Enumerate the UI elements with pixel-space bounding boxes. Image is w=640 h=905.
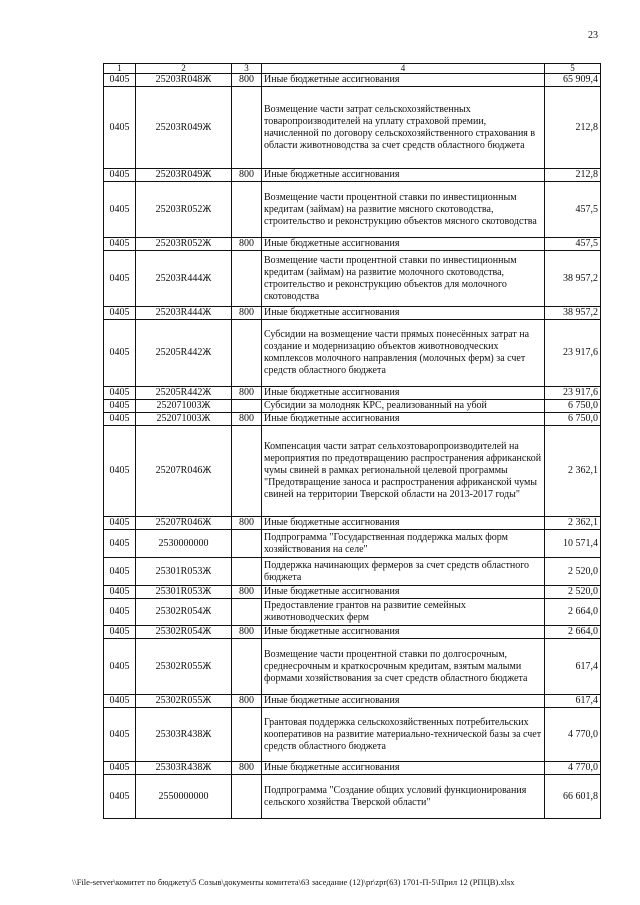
target-article-cell: 252071003Ж [136, 413, 232, 426]
description-cell: Компенсация части затрат сельхозтоваропроизводителей на мероприятия по предотвращению распространения африканской чумы свиней в рамках региональной целевой программы "Предотвращение заноса и распространения африканской чумы свиней на территории Тверской области на 2013-2017 годы" [262, 426, 545, 517]
description-cell: Иные бюджетные ассигнования [262, 586, 545, 599]
amount-cell: 457,5 [545, 238, 601, 251]
section-code-cell: 0405 [104, 626, 136, 639]
expense-type-cell [232, 639, 262, 695]
target-article-cell: 25301R053Ж [136, 558, 232, 586]
section-code-cell: 0405 [104, 695, 136, 708]
amount-cell: 4 770,0 [545, 708, 601, 762]
amount-cell: 2 362,1 [545, 517, 601, 530]
target-article-cell: 252071003Ж [136, 400, 232, 413]
description-cell: Возмещение части процентной ставки по инвестиционным кредитам (займам) на развитие мясного скотоводства, строительство и реконструкцию объектов мясного скотоводства [262, 182, 545, 238]
expense-type-cell [232, 400, 262, 413]
expense-type-cell [232, 708, 262, 762]
amount-cell: 457,5 [545, 182, 601, 238]
description-cell: Иные бюджетные ассигнования [262, 517, 545, 530]
description-cell: Возмещение части процентной ставки по инвестиционным кредитам (займам) на развитие молочного скотоводства, строительство и реконструкцию объектов для молочного скотоводства [262, 251, 545, 307]
section-code-cell: 0405 [104, 400, 136, 413]
amount-cell: 212,8 [545, 87, 601, 169]
description-cell: Грантовая поддержка сельскохозяйственных потребительских кооперативов на развитие материально-технической базы за счет средств областного бюджета [262, 708, 545, 762]
expense-type-cell [232, 530, 262, 558]
section-code-cell: 0405 [104, 307, 136, 320]
amount-cell: 2 362,1 [545, 426, 601, 517]
amount-cell: 23 917,6 [545, 320, 601, 387]
description-cell: Подпрограмма "Государственная поддержка малых форм хозяйствования на селе" [262, 530, 545, 558]
section-code-cell: 0405 [104, 169, 136, 182]
target-article-cell: 25303R438Ж [136, 762, 232, 775]
amount-cell: 4 770,0 [545, 762, 601, 775]
target-article-cell: 25203R049Ж [136, 169, 232, 182]
description-cell: Иные бюджетные ассигнования [262, 626, 545, 639]
expense-type-cell [232, 251, 262, 307]
column-header-5: 5 [545, 64, 601, 74]
section-code-cell: 0405 [104, 708, 136, 762]
target-article-cell: 25301R053Ж [136, 586, 232, 599]
expense-type-cell [232, 775, 262, 819]
table-row [104, 639, 601, 695]
budget-table [103, 63, 601, 819]
amount-cell: 2 664,0 [545, 599, 601, 626]
section-code-cell: 0405 [104, 413, 136, 426]
section-code-cell: 0405 [104, 182, 136, 238]
amount-cell: 2 664,0 [545, 626, 601, 639]
expense-type-cell [232, 599, 262, 626]
table-row [104, 599, 601, 626]
table-row [104, 558, 601, 586]
description-cell: Иные бюджетные ассигнования [262, 762, 545, 775]
description-cell: Подпрограмма "Создание общих условий функционирования сельского хозяйства Тверской области" [262, 775, 545, 819]
section-code-cell: 0405 [104, 74, 136, 87]
expense-type-cell: 800 [232, 307, 262, 320]
amount-cell: 2 520,0 [545, 586, 601, 599]
section-code-cell: 0405 [104, 387, 136, 400]
expense-type-cell: 800 [232, 695, 262, 708]
section-code-cell: 0405 [104, 599, 136, 626]
table-row [104, 251, 601, 307]
table-row [104, 530, 601, 558]
column-header-4: 4 [262, 64, 545, 74]
section-code-cell: 0405 [104, 238, 136, 251]
expense-type-cell: 800 [232, 586, 262, 599]
description-cell: Иные бюджетные ассигнования [262, 413, 545, 426]
expense-type-cell: 800 [232, 387, 262, 400]
expense-type-cell [232, 87, 262, 169]
target-article-cell: 25205R442Ж [136, 387, 232, 400]
description-cell: Поддержка начинающих фермеров за счет средств областного бюджета [262, 558, 545, 586]
description-cell: Субсидии за молодняк КРС, реализованный на убой [262, 400, 545, 413]
table-row [104, 517, 601, 530]
amount-cell: 65 909,4 [545, 74, 601, 87]
target-article-cell: 2530000000 [136, 530, 232, 558]
target-article-cell: 25302R054Ж [136, 599, 232, 626]
table-row [104, 169, 601, 182]
table-row [104, 708, 601, 762]
amount-cell: 617,4 [545, 695, 601, 708]
expense-type-cell [232, 182, 262, 238]
section-code-cell: 0405 [104, 87, 136, 169]
expense-type-cell: 800 [232, 762, 262, 775]
target-article-cell: 25203R052Ж [136, 182, 232, 238]
description-cell: Предоставление грантов на развитие семейных животноводческих ферм [262, 599, 545, 626]
amount-cell: 617,4 [545, 639, 601, 695]
amount-cell: 2 520,0 [545, 558, 601, 586]
expense-type-cell [232, 426, 262, 517]
column-header-1: 1 [104, 64, 136, 74]
amount-cell: 66 601,8 [545, 775, 601, 819]
expense-type-cell: 800 [232, 238, 262, 251]
table-row [104, 413, 601, 426]
table-row [104, 762, 601, 775]
table-row [104, 182, 601, 238]
target-article-cell: 25303R438Ж [136, 708, 232, 762]
expense-type-cell: 800 [232, 169, 262, 182]
section-code-cell: 0405 [104, 639, 136, 695]
amount-cell: 212,8 [545, 169, 601, 182]
expense-type-cell: 800 [232, 626, 262, 639]
file-path-footer: \\File-server\комитет по бюджету\5 Созыв\документы комитета\63 заседание (12)\pr\zpr(63) 1701-П-5\Прил 12 (РПЦВ).xlsx [72, 877, 515, 887]
description-cell: Иные бюджетные ассигнования [262, 387, 545, 400]
section-code-cell: 0405 [104, 426, 136, 517]
section-code-cell: 0405 [104, 530, 136, 558]
amount-cell: 10 571,4 [545, 530, 601, 558]
description-cell: Возмещение части процентной ставки по долгосрочным, среднесрочным и краткосрочным кредитам, взятым малыми формами хозяйствования за счет средств областного бюджета [262, 639, 545, 695]
table-row [104, 87, 601, 169]
amount-cell: 38 957,2 [545, 251, 601, 307]
expense-type-cell: 800 [232, 413, 262, 426]
description-cell: Иные бюджетные ассигнования [262, 695, 545, 708]
target-article-cell: 25203R444Ж [136, 307, 232, 320]
section-code-cell: 0405 [104, 586, 136, 599]
description-cell: Иные бюджетные ассигнования [262, 74, 545, 87]
column-header-3: 3 [232, 64, 262, 74]
target-article-cell: 2550000000 [136, 775, 232, 819]
target-article-cell: 25302R055Ж [136, 695, 232, 708]
description-cell: Возмещение части затрат сельскохозяйственных товаропроизводителей на уплату страховой премии, начисленной по договору сельскохозяйственного страхования в области животноводства за счет средств областного бюджета [262, 87, 545, 169]
expense-type-cell [232, 558, 262, 586]
section-code-cell: 0405 [104, 762, 136, 775]
table-row [104, 626, 601, 639]
target-article-cell: 25203R444Ж [136, 251, 232, 307]
column-header-2: 2 [136, 64, 232, 74]
section-code-cell: 0405 [104, 775, 136, 819]
table-row [104, 426, 601, 517]
table-row [104, 695, 601, 708]
target-article-cell: 25207R046Ж [136, 426, 232, 517]
target-article-cell: 25203R052Ж [136, 238, 232, 251]
description-cell: Иные бюджетные ассигнования [262, 238, 545, 251]
amount-cell: 23 917,6 [545, 387, 601, 400]
section-code-cell: 0405 [104, 558, 136, 586]
amount-cell: 6 750,0 [545, 413, 601, 426]
table-row [104, 400, 601, 413]
section-code-cell: 0405 [104, 251, 136, 307]
expense-type-cell: 800 [232, 74, 262, 87]
table-row [104, 387, 601, 400]
table-row [104, 307, 601, 320]
table-row [104, 238, 601, 251]
section-code-cell: 0405 [104, 517, 136, 530]
page-number: 23 [588, 30, 598, 41]
table-row [104, 775, 601, 819]
expense-type-cell [232, 320, 262, 387]
description-cell: Субсидии на возмещение части прямых понесённых затрат на создание и модернизацию объектов животноводческих комплексов молочного направления (молочных ферм) за счет средств областного бюджета [262, 320, 545, 387]
target-article-cell: 25203R049Ж [136, 87, 232, 169]
target-article-cell: 25302R055Ж [136, 639, 232, 695]
target-article-cell: 25207R046Ж [136, 517, 232, 530]
amount-cell: 6 750,0 [545, 400, 601, 413]
table-row [104, 74, 601, 87]
target-article-cell: 25302R054Ж [136, 626, 232, 639]
target-article-cell: 25203R048Ж [136, 74, 232, 87]
description-cell: Иные бюджетные ассигнования [262, 307, 545, 320]
expense-type-cell: 800 [232, 517, 262, 530]
table-row [104, 320, 601, 387]
description-cell: Иные бюджетные ассигнования [262, 169, 545, 182]
table-header-row [104, 64, 601, 74]
section-code-cell: 0405 [104, 320, 136, 387]
target-article-cell: 25205R442Ж [136, 320, 232, 387]
amount-cell: 38 957,2 [545, 307, 601, 320]
table-row [104, 586, 601, 599]
